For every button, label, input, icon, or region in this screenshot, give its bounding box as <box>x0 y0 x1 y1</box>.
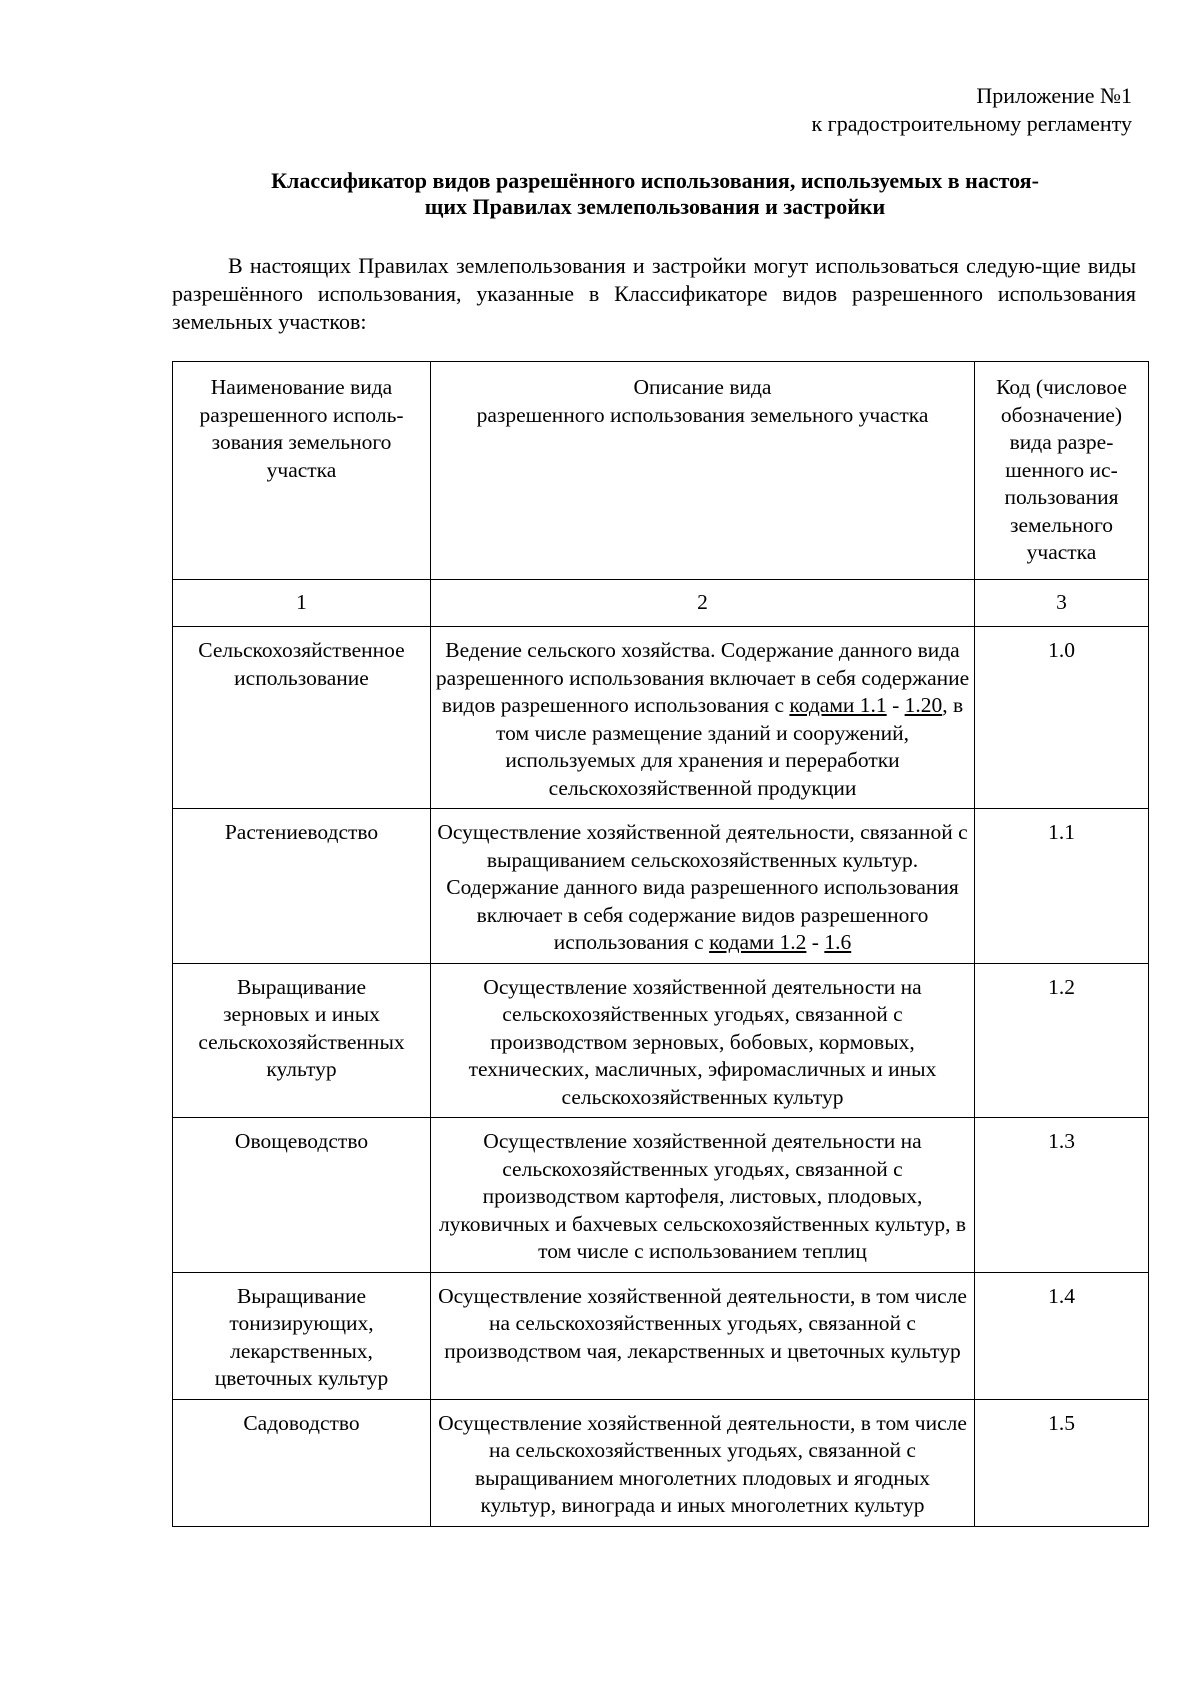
header-code: Код (числовое обозначение) вида разре- шенного ис- пользования земельного участка <box>975 362 1149 580</box>
appendix-reference: к градостроительному регламенту <box>811 111 1132 136</box>
code-link[interactable]: 1.6 <box>824 930 852 954</box>
table-row <box>173 1272 1149 1399</box>
use-code: 1.0 <box>975 627 1149 809</box>
table-row <box>173 1118 1149 1273</box>
column-number: 2 <box>431 580 975 627</box>
code-link[interactable]: 1.20 <box>904 693 943 717</box>
title-line-2: щих Правилах землепользования и застройки <box>424 194 886 219</box>
table-row <box>173 963 1149 1118</box>
intro-paragraph: В настоящих Правилах землепользования и застройки могут использоваться следую-щие виды разрешённого использования, указанные в Классификаторе видов разрешенного использования земельных участков: <box>172 253 1136 334</box>
table-header-row <box>173 362 1149 580</box>
appendix-label <box>811 82 1132 138</box>
header-description: Описание вида разрешенного использования земельного участка <box>431 362 975 580</box>
use-name: Растениеводство <box>173 809 431 964</box>
use-name: Выращивание тонизирующих, лекарственных, цветочных культур <box>173 1272 431 1399</box>
table-row <box>173 809 1149 964</box>
table-row <box>173 1399 1149 1526</box>
column-number: 3 <box>975 580 1149 627</box>
use-code: 1.3 <box>975 1118 1149 1273</box>
code-link[interactable]: кодами 1.1 <box>789 693 887 717</box>
use-description: Осуществление хозяйственной деятельности, в том числе на сельскохозяйственных угодьях, связанной с выращиванием многолетних плодовых и ягодных культур, винограда и иных многолетних культур <box>431 1399 975 1526</box>
title-line-1: Классификатор видов разрешённого использования, используемых в настоя- <box>271 168 1039 193</box>
use-code: 1.5 <box>975 1399 1149 1526</box>
table-row <box>173 627 1149 809</box>
document-title <box>170 168 1140 220</box>
use-description: Осуществление хозяйственной деятельности, связанной с выращиванием сельскохозяйственных культур. Содержание данного вида разрешенного использования включает в себя содержание видов разрешенного использования с кодами 1.2 - 1.6 <box>431 809 975 964</box>
table-column-numbers-row <box>173 580 1149 627</box>
use-name: Сельскохозяйственное использование <box>173 627 431 809</box>
code-link[interactable]: кодами 1.2 <box>709 930 807 954</box>
column-number: 1 <box>173 580 431 627</box>
classifier-table <box>172 361 1149 1527</box>
use-description: Осуществление хозяйственной деятельности, в том числе на сельскохозяйственных угодьях, связанной с производством чая, лекарственных и цветочных культур <box>431 1272 975 1399</box>
use-code: 1.1 <box>975 809 1149 964</box>
use-name: Овощеводство <box>173 1118 431 1273</box>
header-name: Наименование вида разрешенного исполь- зования земельного участка <box>173 362 431 580</box>
use-code: 1.2 <box>975 963 1149 1118</box>
use-description: Осуществление хозяйственной деятельности на сельскохозяйственных угодьях, связанной с производством картофеля, листовых, плодовых, луковичных и бахчевых сельскохозяйственных культур, в том числе с использованием теплиц <box>431 1118 975 1273</box>
use-description: Ведение сельского хозяйства. Содержание данного вида разрешенного использования включает в себя содержание видов разрешенного использования с кодами 1.1 - 1.20, в том числе размещение зданий и сооружений, используемых для хранения и переработки сельскохозяйственной продукции <box>431 627 975 809</box>
use-name: Выращивание зерновых и иных сельскохозяйственных культур <box>173 963 431 1118</box>
use-code: 1.4 <box>975 1272 1149 1399</box>
appendix-number: Приложение №1 <box>976 83 1132 108</box>
use-description: Осуществление хозяйственной деятельности на сельскохозяйственных угодьях, связанной с производством зерновых, бобовых, кормовых, технических, масличных, эфиромасличных и иных сельскохозяйственных культур <box>431 963 975 1118</box>
use-name: Садоводство <box>173 1399 431 1526</box>
